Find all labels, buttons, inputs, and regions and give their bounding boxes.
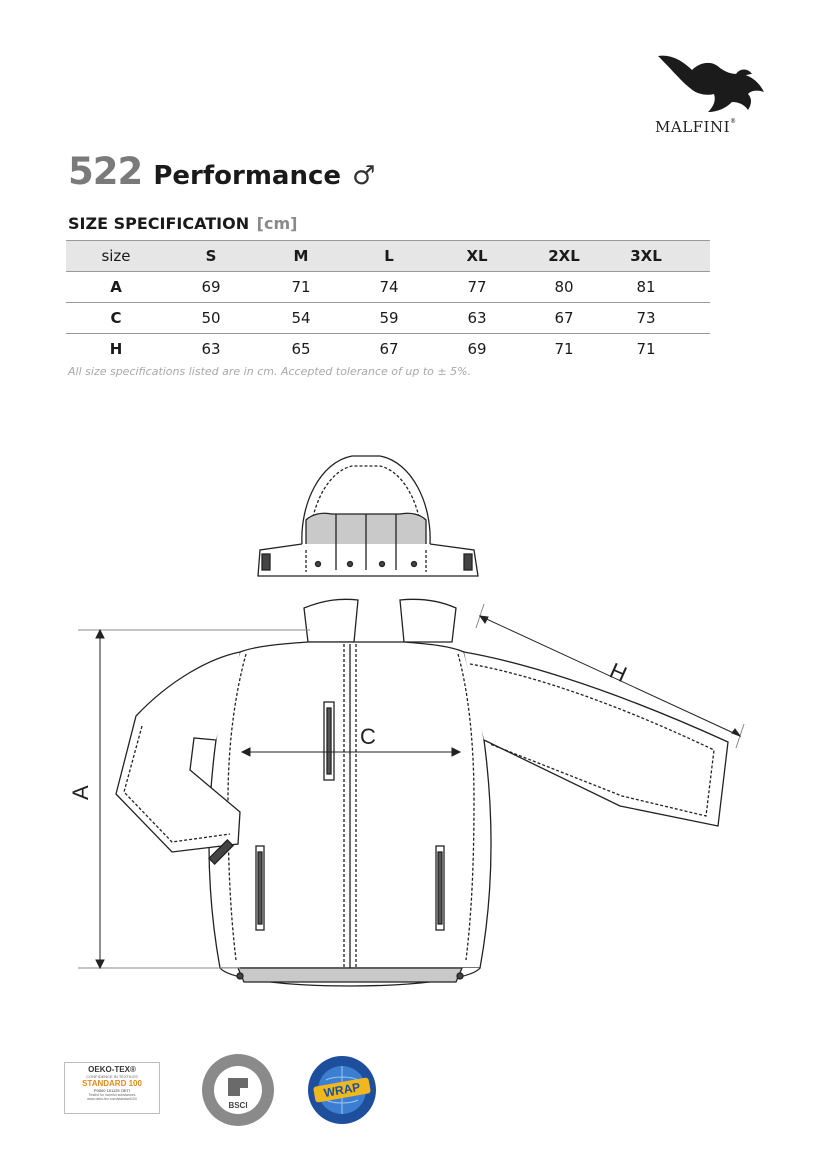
row-label: C [110,309,122,327]
table-cell: 67 [554,309,574,327]
eagle-icon [656,52,766,116]
spec-unit: [cm] [256,214,298,233]
product-title [68,150,375,193]
table-cell: 65 [291,340,311,358]
spec-heading-text: SIZE SPECIFICATION [68,214,250,233]
table-cell: 50 [201,309,221,327]
oeko-number: P0000 151125 OETI [93,1088,131,1093]
table-row [66,334,710,365]
size-header: XL [466,247,488,265]
empty-cell [686,272,710,303]
table-cell: 69 [201,278,221,296]
table-cell: 54 [291,309,311,327]
oeko-tested: Tested for harmful substances [88,1093,136,1097]
jacket-diagram [60,440,760,1000]
size-table [66,240,710,364]
table-cell: 59 [379,309,399,327]
table-cell: 67 [379,340,399,358]
hood-drawing [258,456,478,576]
table-cell: 63 [201,340,221,358]
table-cell: 69 [467,340,487,358]
oeko-title: OEKO-TEX® [88,1065,136,1074]
size-header: L [384,247,394,265]
brand-name: MALFINI [655,118,731,136]
table-cell: 63 [467,309,487,327]
tolerance-note: All size specifications listed are in cm. Accepted tolerance of up to ± 5%. [68,365,472,378]
label-c: C [360,724,376,749]
product-code: 522 [68,150,143,193]
size-header: S [205,247,217,265]
certification-logos [64,1050,394,1130]
bsci-logo [200,1052,276,1128]
table-cell: 71 [636,340,656,358]
product-name: Performance [153,161,342,191]
size-header: 3XL [630,247,662,265]
table-cell: 81 [636,278,656,296]
registered-mark: ® [730,118,737,125]
empty-cell [686,334,710,365]
label-h: H [605,657,631,688]
oeko-standard: STANDARD 100 [82,1079,142,1088]
oeko-url: www.oeko-tex.com/standard100 [87,1097,137,1101]
oeko-subtitle: CONFIDENCE IN TEXTILES [86,1074,138,1079]
table-cell: 74 [379,278,399,296]
wrap-logo [304,1052,384,1128]
bsci-label: BSCI [228,1101,248,1110]
table-row [66,303,710,334]
empty-cell [686,303,710,334]
wrap-label: WRAP [322,1079,362,1101]
size-header: M [293,247,309,265]
jacket-drawing [116,599,728,986]
size-header-label: size [101,247,131,265]
table-cell: 80 [554,278,574,296]
oeko-tex-badge [64,1062,160,1114]
male-symbol-icon: ♂ [352,161,376,191]
malfini-logo [652,52,770,138]
row-label: H [109,340,123,358]
brand-wordmark [655,118,737,136]
size-header: 2XL [548,247,580,265]
table-cell: 71 [291,278,311,296]
table-cell: 77 [467,278,487,296]
empty-cell [686,241,710,272]
table-cell: 71 [554,340,574,358]
table-row [66,272,710,303]
label-a: A [68,785,93,800]
spec-heading [68,214,297,233]
row-label: A [110,278,122,296]
table-cell: 73 [636,309,656,327]
table-header-row [66,241,710,272]
